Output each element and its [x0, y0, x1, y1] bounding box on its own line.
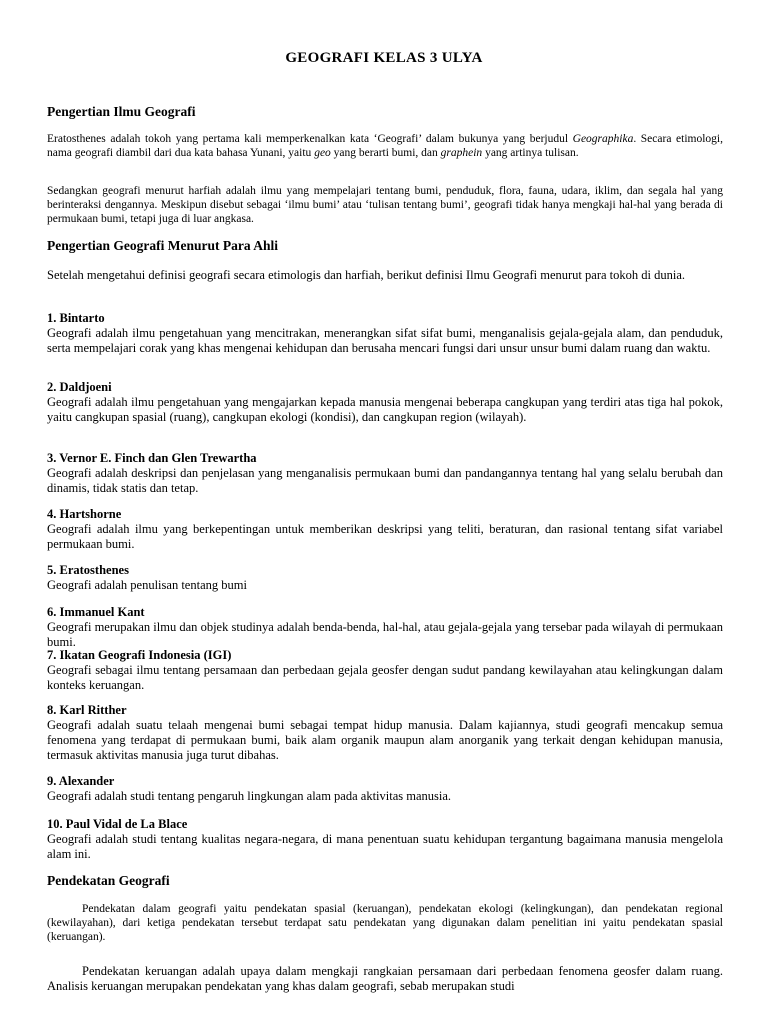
etymology-term-geographika: Geographika: [572, 133, 634, 145]
section-heading-pendekatan: Pendekatan Geografi: [47, 873, 170, 888]
expert-item: [47, 703, 723, 763]
expert-item: [47, 507, 723, 552]
expert-item: [47, 380, 723, 425]
etymology-text-3: yang berarti bumi, dan: [330, 147, 441, 159]
expert-definition: Geografi adalah ilmu pengetahuan yang mengajarkan kepada manusia mengenai beberapa cangkupan yang terdiri atas tiga hal pokok, yaitu cangkupan spasial (ruang), cangkupan ekologi (kondisi), dan cangkupan region (wilayah).: [47, 395, 723, 424]
expert-item: [47, 817, 723, 862]
etymology-term-graphein: graphein: [440, 147, 483, 159]
expert-definition: Geografi adalah studi tentang pengaruh lingkungan alam pada aktivitas manusia.: [47, 789, 452, 803]
expert-name: 4. Hartshorne: [47, 507, 122, 521]
expert-name: 10. Paul Vidal de La Blace: [47, 817, 188, 831]
etymology-text-2: . Secara etimologi, nama geografi diambil dari dua kata bahasa Yunani, yaitu: [47, 133, 723, 159]
expert-definition: Geografi adalah ilmu yang berkepentingan untuk memberikan deskripsi yang teliti, beraturan, dan rasional tentang sifat variabel permukaan bumi.: [47, 522, 723, 551]
expert-name: 7. Ikatan Geografi Indonesia (IGI): [47, 648, 232, 662]
section-heading-pengertian: Pengertian Ilmu Geografi: [47, 104, 196, 119]
expert-definition: Geografi adalah studi tentang kualitas negara-negara, di mana penentuan suatu kehidupan tergantung bagaimana manusia mengelola alam ini.: [47, 832, 723, 861]
paragraph-harfiah: Sedangkan geografi menurut harfiah adalah ilmu yang mempelajari tentang bumi, penduduk, flora, fauna, udara, iklim, dan segala hal yang berinteraksi dengannya. Meskipun disebut sebagai ‘ilmu bumi’ atau ‘tulisan tentang bumi’, geografi tidak hanya mengkaji hal-hal yang berada di permukaan bumi, tetapi juga di luar angkasa.: [47, 185, 723, 225]
paragraph-etymology: [47, 132, 723, 160]
expert-definition: Geografi adalah penulisan tentang bumi: [47, 578, 247, 592]
expert-item: [47, 605, 723, 650]
paragraph-intro-ahli: Setelah mengetahui definisi geografi secara etimologis dan harfiah, berikut definisi Ilmu Geografi menurut para tokoh di dunia.: [47, 268, 685, 282]
expert-item: [47, 774, 723, 804]
expert-name: 8. Karl Ritther: [47, 703, 127, 717]
paragraph-pendekatan: Pendekatan dalam geografi yaitu pendekatan spasial (keruangan), pendekatan ekologi (kelingkungan), dan pendekatan regional (kewilayahan), dari ketiga pendekatan tersebut terdapat satu pendekatan yang digunakan dalam penelitian ini yaitu pendekatan spasial (keruangan).: [47, 903, 723, 943]
paragraph-keruangan: Pendekatan keruangan adalah upaya dalam mengkaji rangkaian persamaan dari perbedaan fenomena geosfer dalam ruang. Analisis keruangan merupakan pendekatan yang khas dalam geografi, sebab merupakan studi: [47, 964, 723, 993]
expert-definition: Geografi merupakan ilmu dan objek studinya adalah benda-benda, hal-hal, atau gejala-gejala yang tersebar pada wilayah di permukaan bumi.: [47, 620, 723, 649]
etymology-text-1: Eratosthenes adalah tokoh yang pertama kali memperkenalkan kata ‘Geografi’ dalam bukunya yang berjudul: [47, 133, 573, 145]
expert-name: 1. Bintarto: [47, 311, 105, 325]
etymology-term-geo: geo: [314, 147, 331, 159]
expert-item: [47, 563, 723, 593]
expert-definition: Geografi sebagai ilmu tentang persamaan dan perbedaan gejala geosfer dengan sudut pandang kewilayahan atau kelingkungan dalam konteks keruangan.: [47, 663, 723, 692]
section-heading-para-ahli: Pengertian Geografi Menurut Para Ahli: [47, 238, 278, 253]
expert-name: 9. Alexander: [47, 774, 115, 788]
expert-name: 3. Vernor E. Finch dan Glen Trewartha: [47, 451, 257, 465]
expert-definition: Geografi adalah ilmu pengetahuan yang mencitrakan, menerangkan sifat sifat bumi, menganalisis gejala-gejala alam, dan penduduk, serta mempelajari corak yang khas mengenai kehidupan dan berusaha mencari fungsi dari unsur unsur bumi dalam ruang dan waktu.: [47, 326, 723, 355]
expert-definition: Geografi adalah deskripsi dan penjelasan yang menganalisis permukaan bumi dan pandangannya tentang hal yang selalu berubah dan dinamis, tidak statis dan tetap.: [47, 466, 723, 495]
expert-name: 6. Immanuel Kant: [47, 605, 145, 619]
document-title: GEOGRAFI KELAS 3 ULYA: [285, 50, 483, 66]
etymology-text-4: yang artinya tulisan.: [482, 147, 579, 159]
expert-name: 2. Daldjoeni: [47, 380, 112, 394]
expert-item: [47, 648, 723, 693]
expert-definition: Geografi adalah suatu telaah mengenai bumi sebagai tempat hidup manusia. Dalam kajiannya, studi geografi mencakup semua fenomena yang terdapat di permukaan bumi, baik alam organik maupun alam anorganik yang terkait dengan kehidupan manusia, termasuk aktivitas manusia juga turut dibahas.: [47, 718, 723, 762]
expert-name: 5. Eratosthenes: [47, 563, 129, 577]
expert-item: [47, 451, 723, 496]
expert-item: [47, 311, 723, 356]
